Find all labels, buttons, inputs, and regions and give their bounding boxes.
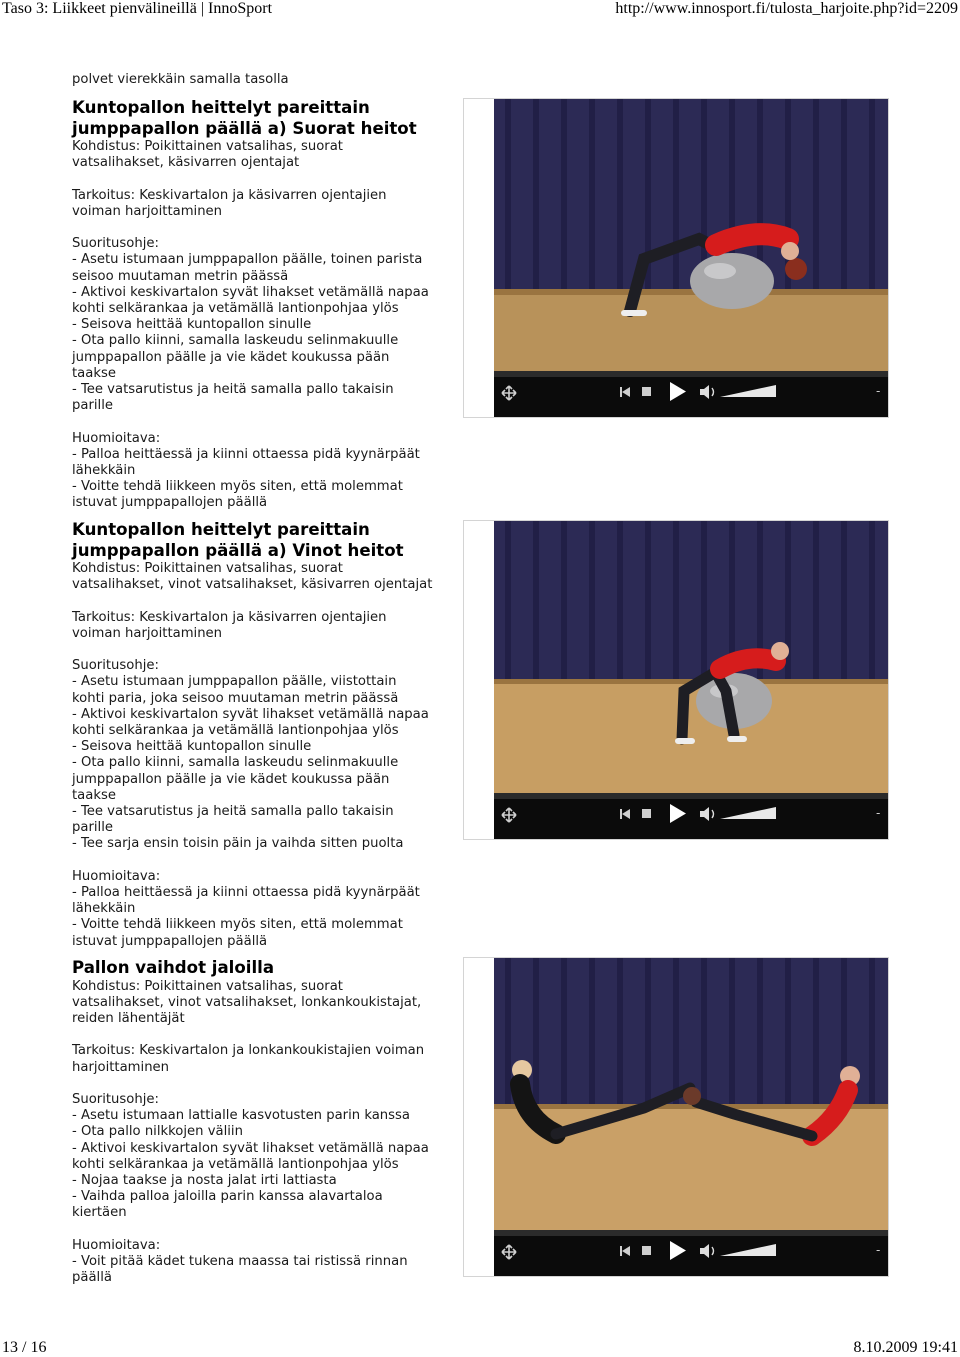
- huomioitava-line: lähekkäin: [72, 463, 136, 479]
- suoritus-line: kiertäen: [72, 1205, 127, 1221]
- kohdistus-line: Kohdistus: Poikittainen vatsalihas, suorat: [72, 561, 343, 576]
- kohdistus-line: vatsalihakset, vinot vatsalihakset, käsivarren ojentajat: [72, 577, 433, 593]
- tarkoitus-line: Tarkoitus: Keskivartalon ja käsivarren ojentajien: [72, 187, 387, 203]
- stop-icon[interactable]: [642, 387, 651, 396]
- huomioitava-label: Huomioitava:: [72, 430, 161, 446]
- exercise-title-line: jumppapallon päällä a) Vinot heitot: [72, 540, 404, 560]
- suoritus-line: - Nojaa taakse ja nosta jalat irti lattiasta: [72, 1172, 337, 1188]
- suoritus-line: - Seisova heittää kuntopallon sinulle: [72, 739, 312, 755]
- floor-edge: [494, 289, 888, 295]
- wooden-floor: [494, 679, 888, 793]
- video-controls: [494, 793, 888, 839]
- suoritus-line: - Aktivoi keskivartalon syvät lihakset vetämällä napaa: [72, 1140, 429, 1156]
- stop-icon[interactable]: [642, 809, 651, 818]
- huomioitava-line: lähekkäin: [72, 901, 136, 917]
- suoritus-label: Suoritusohje:: [72, 658, 159, 674]
- medicine-ball: [785, 258, 807, 280]
- suoritus-label: Suoritusohje:: [72, 1091, 159, 1107]
- huomioitava-line: istuvat jumppapallojen päällä: [72, 495, 268, 511]
- huomioitava-line: istuvat jumppapallojen päällä: [72, 933, 268, 949]
- exercise-ball: [690, 253, 774, 309]
- exercise-title: [72, 958, 457, 979]
- person-head: [771, 642, 789, 660]
- huomioitava-line: - Voit pitää kädet tukena maassa tai ristissä rinnan: [72, 1253, 408, 1269]
- suoritus-line: taakse: [72, 787, 116, 803]
- kohdistus-line: Kohdistus: Poikittainen vatsalihas, suorat: [72, 139, 343, 154]
- menu-glyph[interactable]: -: [876, 1243, 881, 1257]
- video-controls: [494, 371, 888, 417]
- kohdistus-line: reiden lähentäjät: [72, 1010, 185, 1026]
- tarkoitus-line: Tarkoitus: Keskivartalon ja lonkankoukistajien voiman: [72, 1043, 425, 1059]
- tarkoitus-line: Tarkoitus: Keskivartalon ja käsivarren ojentajien: [72, 609, 387, 625]
- suoritus-line: - Asetu istumaan lattialle kasvotusten parin kanssa: [72, 1108, 410, 1124]
- curtain: [494, 521, 888, 681]
- suoritus-line: kohti selkärankaa ja vetämällä lantionpohjaa ylös: [72, 301, 399, 316]
- suoritus-line: - Asetu istumaan jumppapallon päälle, viistottain: [72, 674, 397, 690]
- video-frame: [494, 99, 888, 417]
- exercise-3: [72, 958, 457, 1286]
- person-head: [781, 242, 799, 260]
- suoritus-line: kohti selkärankaa ja vetämällä lantionpohjaa ylös: [72, 723, 399, 738]
- suoritus-line: - Ota pallo nilkkojen väliin: [72, 1124, 243, 1140]
- video-frame: [494, 958, 888, 1276]
- suoritus-line: jumppapallon päälle ja vie kädet koukussa pään: [72, 349, 390, 365]
- page-url[interactable]: http://www.innosport.fi/tulosta_harjoite.php?id=2209: [615, 0, 958, 17]
- huomioitava-line: - Voitte tehdä liikkeen myös siten, että molemmat: [72, 479, 403, 495]
- menu-glyph[interactable]: -: [876, 806, 881, 820]
- suoritus-line: - Tee sarja ensin toisin päin ja vaihda sitten puolta: [72, 836, 404, 852]
- suoritus-line: - Aktivoi keskivartalon syvät lihakset vetämällä napaa: [72, 284, 429, 300]
- exercise-title: [72, 98, 457, 139]
- ball-highlight: [704, 263, 736, 279]
- suoritus-line: - Tee vatsarutistus ja heitä samalla pallo takaisin: [72, 804, 394, 820]
- tarkoitus-line: voiman harjoittaminen: [72, 203, 223, 219]
- suoritus-line: jumppapallon päälle ja vie kädet koukussa pään: [72, 771, 390, 787]
- page-title: Taso 3: Liikkeet pienvälineillä | InnoSport: [2, 0, 273, 17]
- medicine-ball: [683, 1087, 701, 1105]
- controls-top-edge: [494, 371, 888, 377]
- exercise-1: [72, 98, 457, 512]
- exercise-title-line: jumppapallon päällä a) Suorat heitot: [72, 118, 417, 138]
- suoritus-line: - Aktivoi keskivartalon syvät lihakset vetämällä napaa: [72, 706, 429, 722]
- tarkoitus-line: harjoittaminen: [72, 1059, 170, 1075]
- print-header: [0, 0, 960, 22]
- huomioitava-label: Huomioitava:: [72, 868, 161, 884]
- page-number: 13 / 16: [2, 1339, 47, 1356]
- tarkoitus-line: voiman harjoittaminen: [72, 625, 223, 641]
- controls-top-edge: [494, 793, 888, 799]
- exercise-3-video[interactable]: [463, 957, 889, 1277]
- wooden-floor: [494, 289, 888, 371]
- huomioitava-line: - Palloa heittäessä ja kiinni ottaessa pidä kyynärpäät: [72, 446, 420, 462]
- suoritus-line: - Seisova heittää kuntopallon sinulle: [72, 317, 312, 333]
- exercise-title-line: Pallon vaihdot jaloilla: [72, 958, 275, 977]
- print-datetime: 8.10.2009 19:41: [853, 1339, 958, 1356]
- huomioitava-line: - Palloa heittäessä ja kiinni ottaessa pidä kyynärpäät: [72, 885, 420, 901]
- intro-fragment-block: [72, 72, 457, 88]
- person-shirt: [720, 658, 776, 669]
- exercise-title-line: Kuntopallon heittelyt pareittain: [72, 520, 370, 539]
- suoritus-line: seisoo muutaman metrin päässä: [72, 268, 289, 284]
- kohdistus-line: vatsalihakset, käsivarren ojentajat: [72, 155, 300, 171]
- huomioitava-line: - Voitte tehdä liikkeen myös siten, että molemmat: [72, 917, 403, 933]
- suoritus-line: - Ota pallo kiinni, samalla laskeudu selinmakuulle: [72, 333, 399, 349]
- suoritus-label: Suoritusohje:: [72, 236, 159, 252]
- exercise-title-line: Kuntopallon heittelyt pareittain: [72, 98, 370, 117]
- huomioitava-label: Huomioitava:: [72, 1237, 161, 1253]
- suoritus-line: - Ota pallo kiinni, samalla laskeudu selinmakuulle: [72, 755, 399, 771]
- suoritus-line: kohti paria, joka seisoo muutaman metrin päässä: [72, 690, 399, 706]
- exercise-1-video[interactable]: [463, 98, 889, 418]
- suoritus-line: kohti selkärankaa ja vetämällä lantionpohjaa ylös: [72, 1156, 399, 1172]
- suoritus-line: - Vaihda palloa jaloilla parin kanssa alavartaloa: [72, 1189, 383, 1205]
- exercise-2: [72, 520, 457, 950]
- suoritus-line: - Tee vatsarutistus ja heitä samalla pallo takaisin: [72, 382, 394, 398]
- controls-top-edge: [494, 1230, 888, 1236]
- suoritus-line: parille: [72, 820, 113, 836]
- suoritus-line: - Asetu istumaan jumppapallon päälle, toinen parista: [72, 252, 423, 268]
- print-footer: [0, 1339, 960, 1357]
- video-controls: [494, 1230, 888, 1276]
- kohdistus-line: Kohdistus: Poikittainen vatsalihas, suorat: [72, 978, 343, 994]
- person-shirt: [716, 234, 788, 245]
- huomioitava-line: päällä: [72, 1270, 112, 1286]
- exercise-title: [72, 520, 457, 561]
- exercise-2-video[interactable]: [463, 520, 889, 840]
- suoritus-line: parille: [72, 398, 113, 414]
- intro-fragment: polvet vierekkäin samalla tasolla: [72, 72, 289, 87]
- video-frame: [494, 521, 888, 839]
- suoritus-line: taakse: [72, 365, 116, 381]
- stop-icon[interactable]: [642, 1246, 651, 1255]
- kohdistus-line: vatsalihakset, vinot vatsalihakset, lonkankoukistajat,: [72, 994, 422, 1010]
- menu-glyph[interactable]: -: [876, 384, 881, 398]
